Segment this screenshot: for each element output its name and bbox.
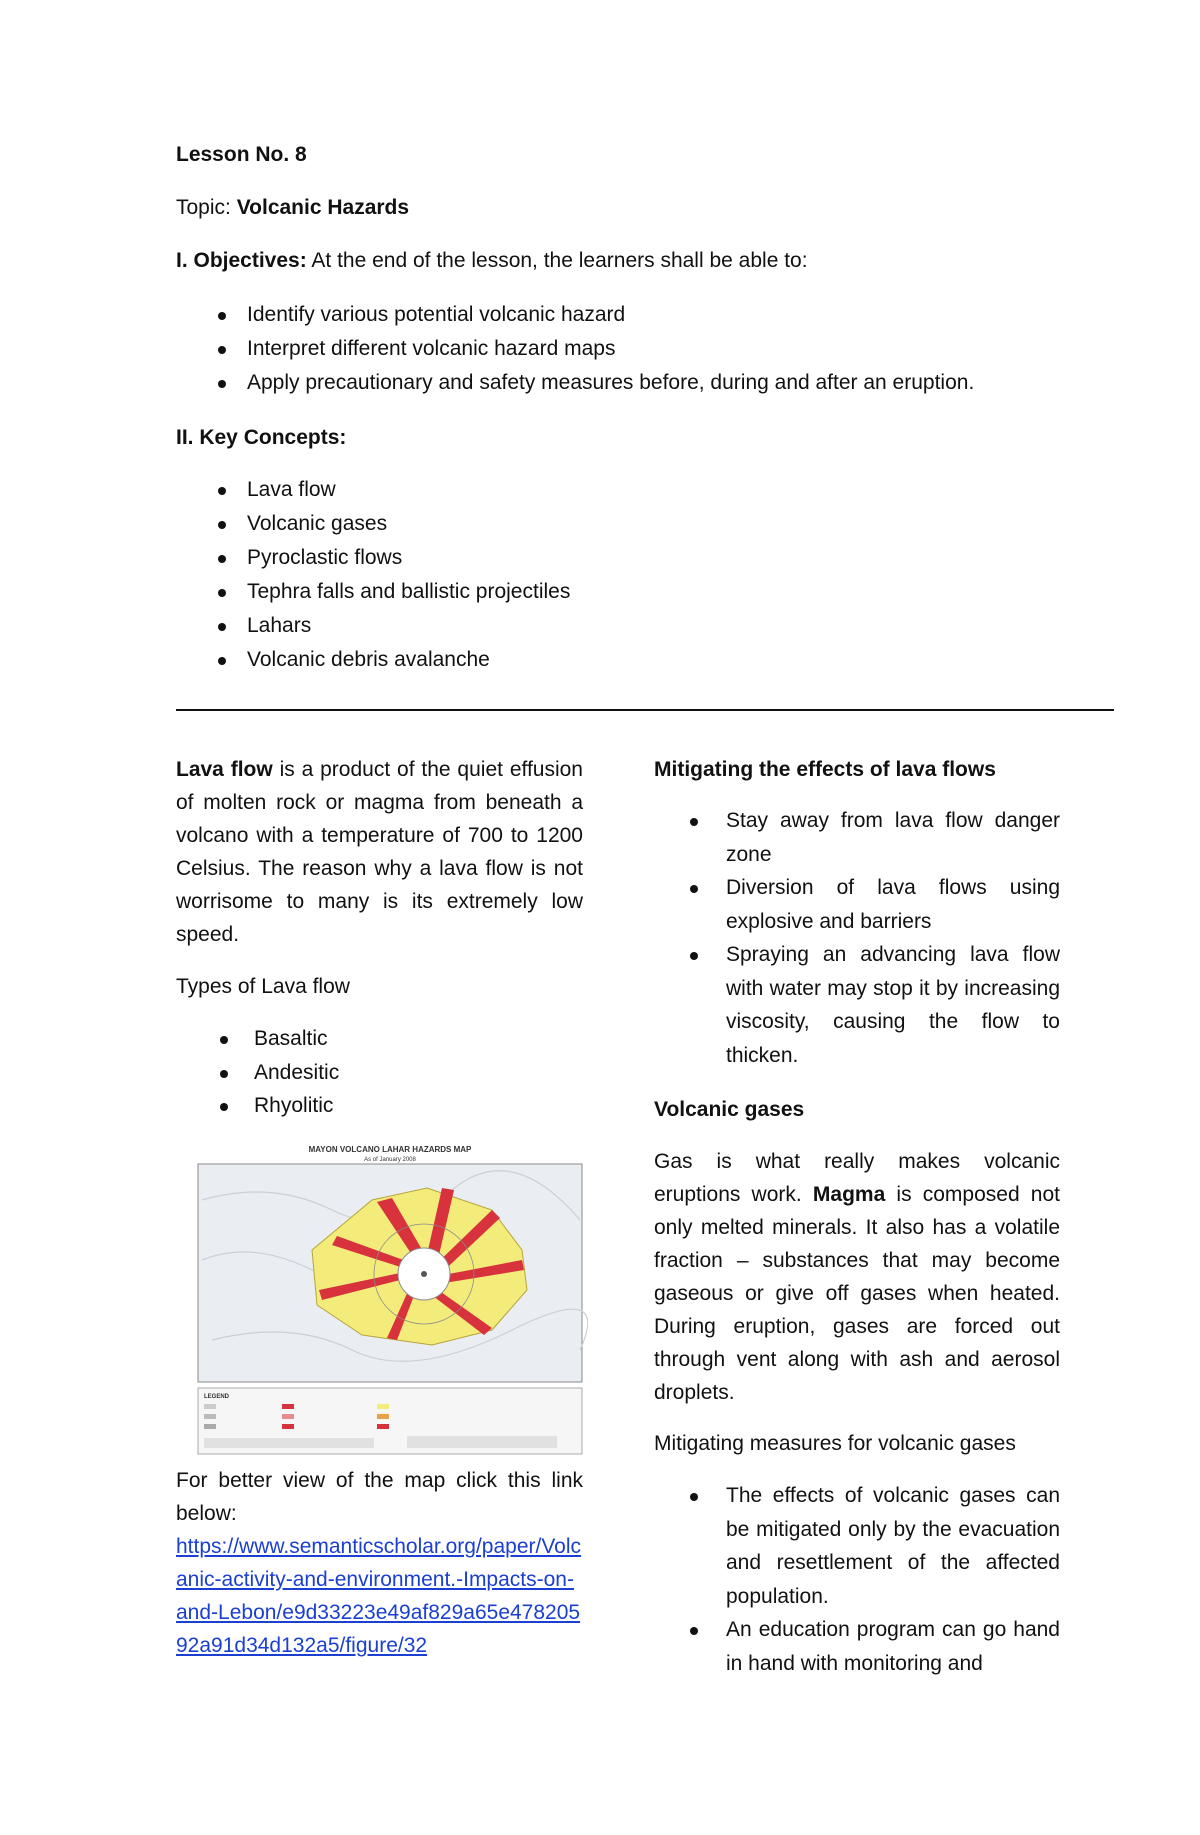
list-item: Diversion of lava flows using explosive and barriers	[654, 871, 1060, 938]
mitigating-lava-title: Mitigating the effects of lava flows	[654, 758, 996, 781]
list-item: Volcanic gases	[176, 507, 570, 541]
map-legend-swatch	[282, 1414, 294, 1419]
map-summit-marker	[421, 1271, 427, 1277]
list-item: Rhyolitic	[176, 1089, 583, 1123]
objectives-intro: At the end of the lesson, the learners shall be able to:	[306, 249, 808, 272]
volcanic-gases-title: Volcanic gases	[654, 1098, 805, 1121]
mitigating-lava-list	[654, 804, 1060, 1072]
lava-types-list	[176, 1022, 583, 1123]
map-legend-swatch	[377, 1424, 389, 1429]
list-item: Lava flow	[176, 473, 570, 507]
map-legend-swatch	[204, 1414, 216, 1419]
volcanic-gases-paragraph	[654, 1145, 1060, 1409]
list-item: Lahars	[176, 609, 570, 643]
mitigating-gases-list	[654, 1479, 1060, 1680]
lava-flow-paragraph	[176, 753, 583, 951]
map-legend-title: LEGEND	[204, 1394, 230, 1400]
topic-label: Topic:	[176, 196, 237, 219]
types-title: Types of Lava flow	[176, 975, 350, 998]
objectives-label: I. Objectives:	[176, 249, 307, 272]
map-link-wrapper	[176, 1530, 583, 1662]
map-link[interactable]: https://www.semanticscholar.org/paper/Volcanic-activity-and-environment.-Impacts-on-and-Lebon/e9d33223e49af829a65e47820592a91d34d132a5/figure/32	[176, 1535, 582, 1657]
key-concepts-label: II. Key Concepts:	[176, 426, 347, 449]
list-item: Volcanic debris avalanche	[176, 643, 570, 677]
gases-bold-term: Magma	[812, 1183, 886, 1206]
map-agency-block	[407, 1436, 557, 1448]
map-title: MAYON VOLCANO LAHAR HAZARDS MAP	[308, 1145, 472, 1154]
list-item: Andesitic	[176, 1056, 583, 1090]
objectives-list	[176, 298, 974, 400]
gases-text-2: is composed not only melted minerals. It also has a volatile fraction – substances that may become gaseous or give off gases when heated. During eruption, gases are forced out through vent along with ash and aerosol droplets.	[654, 1183, 1060, 1404]
map-legend-swatch	[282, 1404, 294, 1409]
map-legend-swatch	[377, 1414, 389, 1419]
objectives-line	[176, 247, 808, 275]
list-item: The effects of volcanic gases can be mitigated only by the evacuation and resettlement of the affected population.	[654, 1479, 1060, 1613]
map-notes-block	[204, 1438, 374, 1448]
list-item: Interpret different volcanic hazard maps	[176, 332, 974, 366]
list-item: Stay away from lava flow danger zone	[654, 804, 1060, 871]
gases-text-1: Gas is what really makes volcanic eruptions work.	[654, 1150, 1060, 1206]
list-item: Tephra falls and ballistic projectiles	[176, 575, 570, 609]
list-item: Apply precautionary and safety measures before, during and after an eruption.	[176, 366, 974, 400]
list-item: Identify various potential volcanic hazard	[176, 298, 974, 332]
lesson-number: Lesson No. 8	[176, 143, 307, 166]
better-view-note: For better view of the map click this link below:	[176, 1469, 583, 1525]
topic-line	[176, 194, 409, 222]
map-legend-swatch	[282, 1424, 294, 1429]
key-concepts-list	[176, 473, 570, 677]
map-legend-swatch	[204, 1404, 216, 1409]
list-item: Basaltic	[176, 1022, 583, 1056]
list-item: Spraying an advancing lava flow with water may stop it by increasing viscosity, causing the flow to thicken.	[654, 938, 1060, 1072]
map-legend-swatch	[204, 1424, 216, 1429]
list-item: An education program can go hand in hand with monitoring and	[654, 1613, 1060, 1680]
mitigating-gases-title: Mitigating measures for volcanic gases	[654, 1432, 1016, 1455]
map-legend-swatch	[377, 1404, 389, 1409]
list-item: Pyroclastic flows	[176, 541, 570, 575]
lahar-hazard-map-image	[192, 1140, 588, 1460]
lava-flow-term: Lava flow	[176, 758, 273, 781]
section-divider	[176, 709, 1114, 711]
map-subtitle: As of January 2008	[364, 1157, 416, 1163]
topic-value: Volcanic Hazards	[236, 196, 410, 219]
lava-flow-text: is a product of the quiet effusion of molten rock or magma from beneath a volcano with a temperature of 700 to 1200 Celsius. The reason why a lava flow is not worrisome to many is its extremely low speed.	[176, 758, 583, 946]
